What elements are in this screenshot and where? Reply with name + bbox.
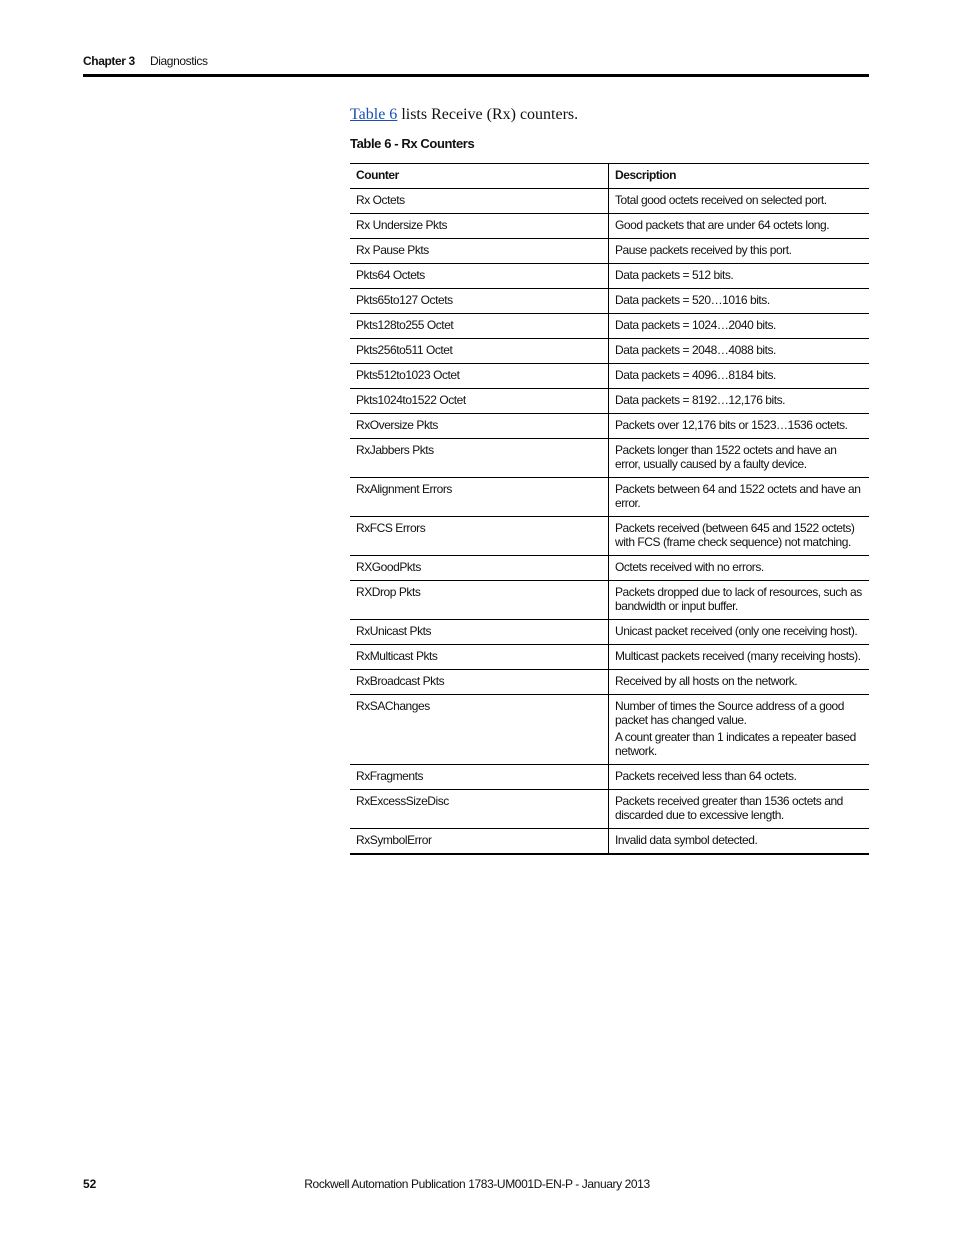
table-row (350, 765, 869, 790)
counter-cell: RxBroadcast Pkts (350, 670, 609, 695)
counter-cell: Pkts1024to1522 Octet (350, 389, 609, 414)
table-6-link[interactable]: Table 6 (350, 106, 398, 123)
table-row (350, 645, 869, 670)
table-row (350, 289, 869, 314)
description-text: Unicast packet received (only one receiving host). (615, 624, 858, 638)
counter-cell: RXDrop Pkts (350, 581, 609, 620)
table-row (350, 478, 869, 517)
table-row (350, 389, 869, 414)
table-row (350, 670, 869, 695)
description-cell (609, 439, 870, 478)
table-row (350, 790, 869, 829)
description-cell (609, 695, 870, 765)
description-cell (609, 414, 870, 439)
description-text: Packets over 12,176 bits or 1523…1536 octets. (615, 418, 848, 432)
counter-cell: RxSAChanges (350, 695, 609, 765)
counter-cell: RxAlignment Errors (350, 478, 609, 517)
page-number: 52 (83, 1177, 97, 1191)
description-cell (609, 581, 870, 620)
table-row (350, 620, 869, 645)
counter-cell: RxOversize Pkts (350, 414, 609, 439)
description-cell (609, 645, 870, 670)
description-text: Number of times the Source address of a good packet has changed value. (615, 699, 845, 727)
table-row (350, 556, 869, 581)
table-row (350, 264, 869, 289)
description-cell (609, 189, 870, 214)
table-row (350, 517, 869, 556)
chapter-label: Chapter 3 (83, 54, 135, 68)
counter-cell: RxUnicast Pkts (350, 620, 609, 645)
description-text: Data packets = 8192…12,176 bits. (615, 393, 786, 407)
table-row (350, 189, 869, 214)
counter-cell: Pkts128to255 Octet (350, 314, 609, 339)
counter-cell: Rx Undersize Pkts (350, 214, 609, 239)
table-caption: Table 6 - Rx Counters (350, 136, 475, 151)
description-text: Data packets = 4096…8184 bits. (615, 368, 776, 382)
table-row (350, 239, 869, 264)
description-text: Good packets that are under 64 octets long. (615, 218, 830, 232)
table-row (350, 829, 869, 855)
counter-cell: Pkts256to511 Octet (350, 339, 609, 364)
description-text: Packets dropped due to lack of resources, such as bandwidth or input buffer. (615, 585, 862, 613)
counter-cell: RxMulticast Pkts (350, 645, 609, 670)
counter-cell: RXGoodPkts (350, 556, 609, 581)
description-text: Data packets = 512 bits. (615, 268, 734, 282)
description-text: Packets longer than 1522 octets and have an error, usually caused by a faulty device. (615, 443, 837, 471)
counter-cell: Rx Octets (350, 189, 609, 214)
description-text: Total good octets received on selected port. (615, 193, 827, 207)
column-header-description: Description (609, 164, 870, 189)
table-row (350, 339, 869, 364)
page-header (83, 53, 869, 77)
description-cell (609, 364, 870, 389)
description-text: Packets received (between 645 and 1522 octets) with FCS (frame check sequence) not matching. (615, 521, 855, 549)
counter-cell: Rx Pause Pkts (350, 239, 609, 264)
counter-cell: Pkts65to127 Octets (350, 289, 609, 314)
description-text: Pause packets received by this port. (615, 243, 792, 257)
description-text: Data packets = 1024…2040 bits. (615, 318, 776, 332)
description-text: Received by all hosts on the network. (615, 674, 798, 688)
description-cell (609, 765, 870, 790)
counter-cell: RxSymbolError (350, 829, 609, 855)
counter-cell: RxFCS Errors (350, 517, 609, 556)
description-cell (609, 339, 870, 364)
description-cell (609, 314, 870, 339)
table-row (350, 695, 869, 765)
table-header-row (350, 164, 869, 189)
description-cell (609, 478, 870, 517)
description-text: Invalid data symbol detected. (615, 833, 758, 847)
description-cell (609, 517, 870, 556)
description-cell (609, 389, 870, 414)
counter-cell: RxJabbers Pkts (350, 439, 609, 478)
counter-cell: RxExcessSizeDisc (350, 790, 609, 829)
counter-cell: RxFragments (350, 765, 609, 790)
description-text: A count greater than 1 indicates a repeater based network. (615, 730, 856, 758)
counter-cell: Pkts512to1023 Octet (350, 364, 609, 389)
description-cell (609, 556, 870, 581)
description-cell (609, 790, 870, 829)
description-cell (609, 620, 870, 645)
intro-text: lists Receive (Rx) counters. (397, 106, 579, 123)
description-cell (609, 670, 870, 695)
table-row (350, 214, 869, 239)
column-header-counter: Counter (350, 164, 609, 189)
intro-paragraph (350, 106, 578, 124)
description-text: Packets received greater than 1536 octets and discarded due to excessive length. (615, 794, 843, 822)
table-row (350, 439, 869, 478)
description-text: Multicast packets received (many receiving hosts). (615, 649, 861, 663)
description-text: Data packets = 2048…4088 bits. (615, 343, 776, 357)
description-cell (609, 829, 870, 855)
table-row (350, 581, 869, 620)
description-cell (609, 289, 870, 314)
description-cell (609, 264, 870, 289)
publication-footer: Rockwell Automation Publication 1783-UM001D-EN-P - January 2013 (304, 1177, 650, 1191)
table-row (350, 364, 869, 389)
table-row (350, 314, 869, 339)
table-body (350, 189, 869, 855)
description-cell (609, 239, 870, 264)
section-title: Diagnostics (150, 54, 208, 68)
description-text: Data packets = 520…1016 bits. (615, 293, 770, 307)
description-text: Packets between 64 and 1522 octets and have an error. (615, 482, 861, 510)
rx-counters-table (350, 163, 869, 855)
description-text: Packets received less than 64 octets. (615, 769, 797, 783)
table-row (350, 414, 869, 439)
description-text: Octets received with no errors. (615, 560, 764, 574)
description-cell (609, 214, 870, 239)
counter-cell: Pkts64 Octets (350, 264, 609, 289)
